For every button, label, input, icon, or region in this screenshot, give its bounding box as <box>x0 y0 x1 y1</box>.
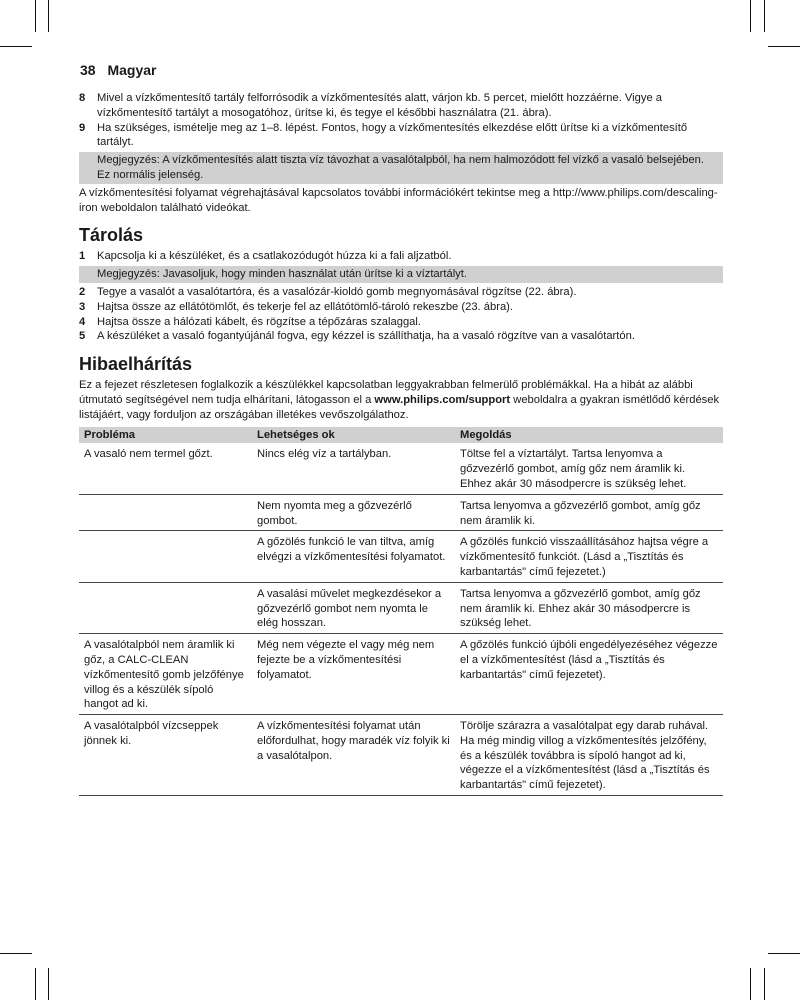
storage-step-3 <box>79 300 723 315</box>
column-header-problem: Probléma <box>79 427 252 444</box>
crop-mark <box>0 46 32 47</box>
cause-cell: Nem nyomta meg a gőzvezérlő gombot. <box>252 494 455 531</box>
troubleshooting-table <box>79 427 723 797</box>
solution-cell: A gőzölés funkció újbóli engedélyezéséhez végezze el a vízkőmentesítést (lásd a „Tisztítás és karbantartás" című fejezetet). <box>455 634 723 715</box>
table-header-row <box>79 427 723 444</box>
table-row <box>79 531 723 582</box>
cause-cell: Még nem végezte el vagy még nem fejezte be a vízkőmentesítési folyamatot. <box>252 634 455 715</box>
cause-cell: A vízkőmentesítési folyamat után előfordulhat, hogy maradék víz folyik ki a vasalótalpon. <box>252 715 455 796</box>
crop-mark <box>768 46 800 47</box>
step-number: 2 <box>79 285 86 298</box>
troubleshooting-intro <box>79 378 723 422</box>
page-header <box>80 62 157 78</box>
table-row <box>79 582 723 633</box>
step-text: Kapcsolja ki a készüléket, és a csatlakozódugót húzza ki a fali aljzatból. <box>97 250 452 263</box>
step-number: 1 <box>79 250 86 263</box>
solution-cell: Töltse fel a víztartályt. Tartsa lenyomva a gőzvezérlő gombot, amíg gőz nem áramlik ki. Ehhez akár 30 másodpercre is szükség lehet. <box>455 443 723 494</box>
problem-cell <box>79 582 252 633</box>
problem-cell: A vasaló nem termel gőzt. <box>79 443 252 494</box>
crop-mark <box>0 953 32 954</box>
table-row <box>79 443 723 494</box>
step-text: Ha szükséges, ismételje meg az 1–8. lépést. Fontos, hogy a vízkőmentesítés elkezdése előtt ürítse ki a vízkőmentesítő tartályt. <box>97 121 688 149</box>
problem-cell: A vasalótalpból nem áramlik ki gőz, a CALC-CLEAN vízkőmentesítő gomb jelzőfénye villog és a készülék sípoló hangot ad ki. <box>79 634 252 715</box>
step-number: 5 <box>79 330 86 343</box>
crop-mark <box>48 968 49 1000</box>
descaling-info: A vízkőmentesítési folyamat végrehajtásával kapcsolatos további információkért tekintse meg a http://www.philips.com/descaling-iron weboldalon található videókat. <box>79 186 718 214</box>
section-title-storage: Tárolás <box>79 225 144 246</box>
crop-mark <box>35 968 36 1000</box>
problem-cell <box>79 494 252 531</box>
crop-mark <box>768 953 800 954</box>
page-language: Magyar <box>107 62 157 78</box>
step-text: Mivel a vízkőmentesítő tartály felforrósodik a vízkőmentesítés alatt, várjon kb. 5 percet, mielőtt hozzáérne. Vigye a vízkőmentesítő tartályt a mosogatóhoz, ürítse ki, és tegye el későbbi használatra (21. ábra). <box>97 92 663 119</box>
step-text: Tegye a vasalót a vasalótartóra, és a vasalózár-kioldó gomb megnyomásával rögzítse (22. ábra). <box>97 285 577 298</box>
page-content <box>79 91 723 796</box>
section-title-troubleshooting: Hibaelhárítás <box>79 354 193 375</box>
crop-mark <box>764 968 765 1000</box>
crop-mark <box>48 0 49 32</box>
solution-cell: Tartsa lenyomva a gőzvezérlő gombot, amíg gőz nem áramlik ki. Ehhez akár 30 másodpercre is szükség lehet. <box>455 582 723 633</box>
intro-text: Ez a fejezet részletesen foglalkozik a készülékkel kapcsolatban leggyakrabban felmerülő problémákkal. Ha a hibát az alábbi útmutató segítségével nem tudja elhárítani, látogasson el a <box>79 379 693 406</box>
step-text: A készüléket a vasaló fogantyújánál fogva, egy kézzel is szállíthatja, ha a vasaló rögzítve van a vasalótartón. <box>97 330 635 343</box>
note-storage: Megjegyzés: Javasoljuk, hogy minden használat után ürítse ki a víztartályt. <box>79 266 723 283</box>
note-descaling: Megjegyzés: A vízkőmentesítés alatt tiszta víz távozhat a vasalótalpból, ha nem halmozódott fel vízkő a vasaló belsejében. Ez normális jelenség. <box>79 152 723 184</box>
table-row <box>79 715 723 796</box>
step-number: 3 <box>79 300 86 313</box>
cause-cell: A gőzölés funkció le van tiltva, amíg elvégzi a vízkőmentesítési folyamatot. <box>252 531 455 582</box>
table-row <box>79 494 723 531</box>
step-9 <box>79 121 723 151</box>
problem-cell: A vasalótalpból vízcseppek jönnek ki. <box>79 715 252 796</box>
column-header-solution: Megoldás <box>455 427 723 444</box>
storage-step-1 <box>79 249 723 264</box>
crop-mark <box>35 0 36 32</box>
step-number: 4 <box>79 315 86 328</box>
problem-cell <box>79 531 252 582</box>
crop-mark <box>750 968 751 1000</box>
solution-cell: Tartsa lenyomva a gőzvezérlő gombot, amíg gőz nem áramlik ki. <box>455 494 723 531</box>
cause-cell: A vasalási művelet megkezdésekor a gőzvezérlő gombot nem nyomta le elég hosszan. <box>252 582 455 633</box>
crop-mark <box>750 0 751 32</box>
step-number: 8 <box>79 92 86 104</box>
step-text: Hajtsa össze a hálózati kábelt, és rögzítse a tépőzáras szalaggal. <box>97 315 421 328</box>
page-number: 38 <box>80 62 96 78</box>
step-8 <box>79 91 723 121</box>
solution-cell: Törölje szárazra a vasalótalpat egy darab ruhával. Ha még mindig villog a vízkőmentesítés jelzőfény, és a készülék továbbra is sípoló hangot ad ki, végezze el a vízkőmentesítést (lásd a „Tisztítás és karbantartás" című fejezetet). <box>455 715 723 796</box>
support-link[interactable]: www.philips.com/support <box>374 393 511 406</box>
storage-step-2 <box>79 285 723 300</box>
cause-cell: Nincs elég víz a tartályban. <box>252 443 455 494</box>
solution-cell: A gőzölés funkció visszaállításához hajtsa végre a vízkőmentesítő funkciót. (Lásd a „Tisztítás és karbantartás" című fejezetet.) <box>455 531 723 582</box>
storage-step-4 <box>79 315 723 330</box>
table-row <box>79 634 723 715</box>
storage-step-5 <box>79 329 723 344</box>
crop-mark <box>764 0 765 32</box>
intro-text: weboldalra a gyakran ismétlődő kérdések listájáért, vagy forduljon az országában illetékes vevőszolgálathoz. <box>79 393 720 421</box>
column-header-cause: Lehetséges ok <box>252 427 455 444</box>
step-number: 9 <box>79 121 86 134</box>
step-text: Hajtsa össze az ellátótömlőt, és tekerje fel az ellátótömlő-tároló rekeszbe (23. ábra). <box>97 300 513 313</box>
